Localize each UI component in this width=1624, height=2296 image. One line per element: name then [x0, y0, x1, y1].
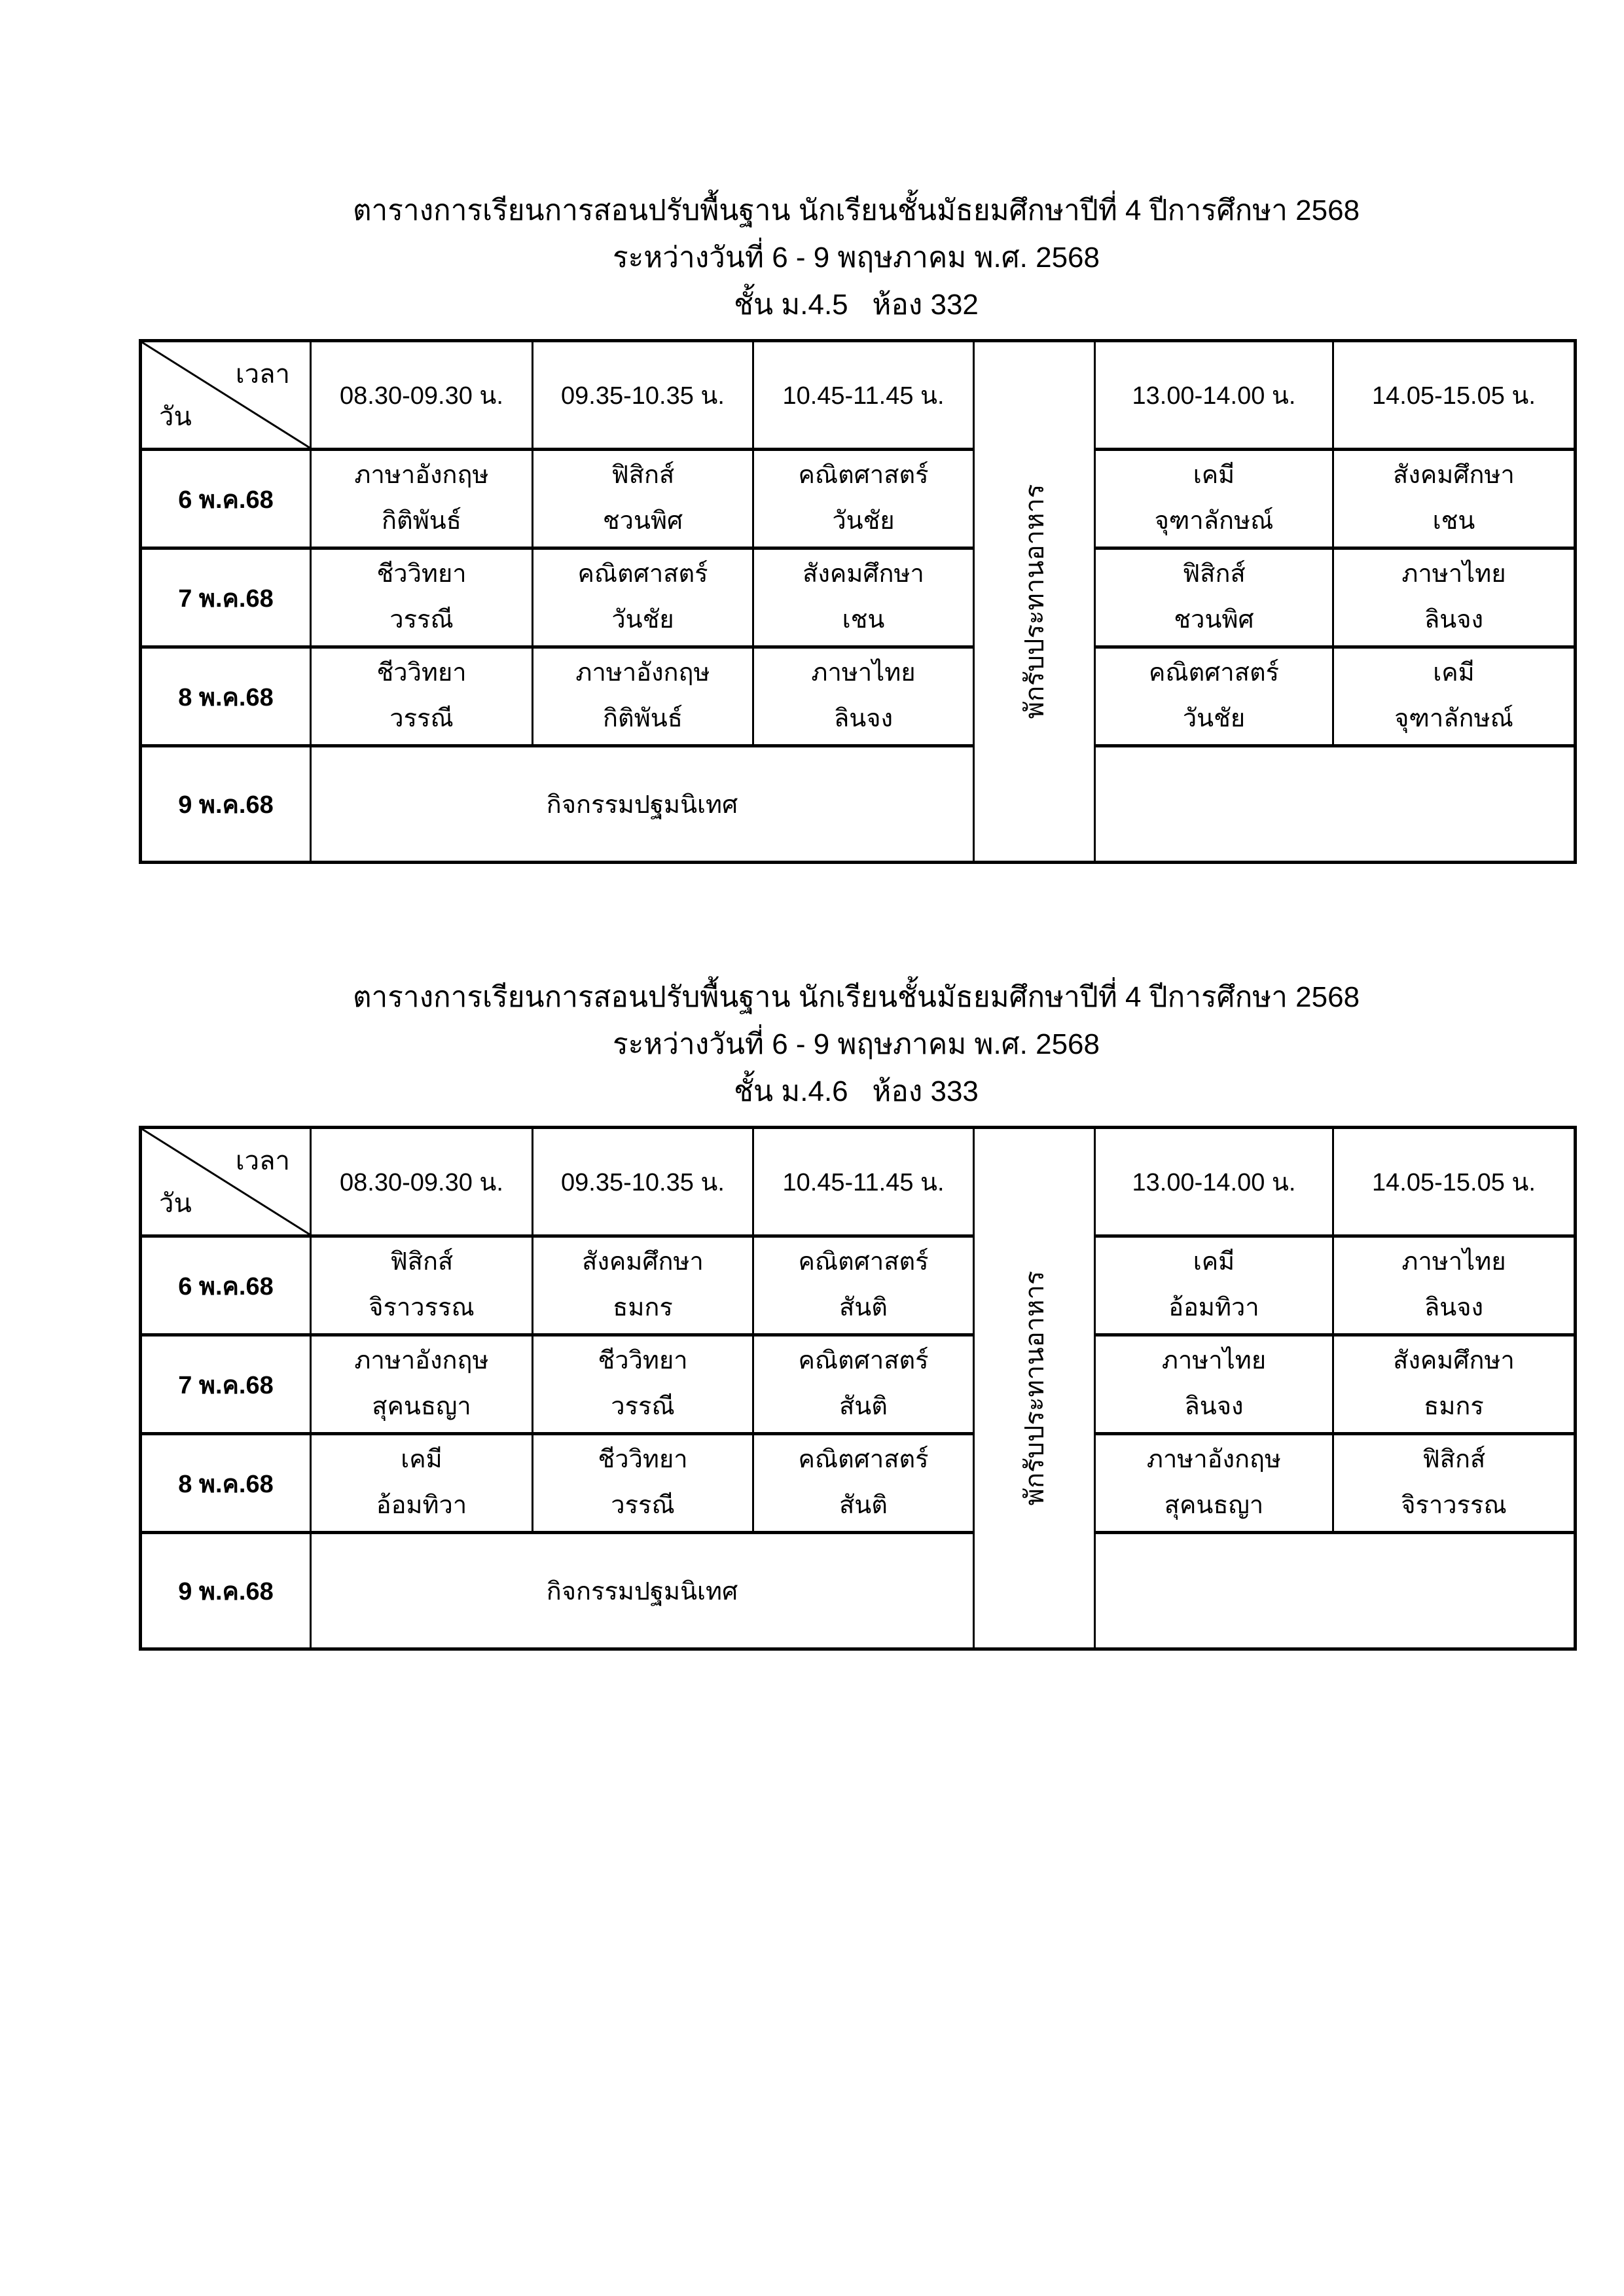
table-title-line2: ระหว่างวันที่ 6 - 9 พฤษภาคม พ.ศ. 2568 — [613, 242, 1100, 274]
day-cell: 9 พ.ค.68 — [141, 746, 311, 863]
subject-name: ภาษาไทย — [1161, 1347, 1267, 1375]
table-title-line3: ชั้น ม.4.5 ห้อง 332 — [734, 289, 979, 321]
teacher-name: สุคนธญา — [1164, 1492, 1264, 1519]
teacher-name: สันติ — [839, 1294, 888, 1321]
day-cell: 6 พ.ค.68 — [141, 450, 311, 548]
subject-name: คณิตศาสตร์ — [798, 1446, 929, 1474]
table-title-line2: ระหว่างวันที่ 6 - 9 พฤษภาคม พ.ศ. 2568 — [613, 1028, 1100, 1060]
subject-cell — [1333, 450, 1576, 548]
subject-cell — [1333, 647, 1576, 746]
teacher-name: ธมกร — [1424, 1393, 1484, 1420]
time-header: 14.05-15.05 น. — [1333, 1128, 1576, 1236]
day-cell: 6 พ.ค.68 — [141, 1236, 311, 1335]
subject-cell — [753, 1434, 974, 1533]
subject-name: ภาษาอังกฤษ — [354, 1347, 489, 1375]
timetable-m46 — [139, 1126, 1577, 1651]
subject-cell — [1095, 1434, 1333, 1533]
subject-cell — [1095, 1335, 1333, 1434]
teacher-name: วรรณี — [389, 705, 454, 732]
subject-cell — [1333, 1434, 1576, 1533]
subject-name: ชีววิทยา — [598, 1347, 688, 1375]
subject-cell — [311, 647, 533, 746]
subject-cell — [753, 647, 974, 746]
subject-name: เคมี — [1433, 659, 1475, 687]
subject-cell — [533, 647, 753, 746]
subject-cell — [533, 1434, 753, 1533]
table-row — [141, 746, 1576, 863]
teacher-name: อ้อมทิวา — [1168, 1294, 1259, 1321]
subject-name: ชีววิทยา — [598, 1446, 688, 1474]
subject-name: คณิตศาสตร์ — [1148, 659, 1280, 687]
corner-time-label: เวลา — [235, 1147, 290, 1175]
time-header: 13.00-14.00 น. — [1095, 1128, 1333, 1236]
subject-cell — [753, 1335, 974, 1434]
corner-day-label: วัน — [159, 1189, 192, 1218]
table-title-line3: ชั้น ม.4.6 ห้อง 333 — [734, 1075, 979, 1107]
subject-name: ภาษาอังกฤษ — [575, 659, 710, 687]
subject-cell — [311, 1236, 533, 1335]
teacher-name: ลินจง — [1424, 606, 1484, 634]
teacher-name: อ้อมทิวา — [376, 1492, 467, 1519]
day-cell: 7 พ.ค.68 — [141, 548, 311, 647]
subject-cell — [311, 1434, 533, 1533]
subject-name: ฟิสิกส์ — [389, 1248, 454, 1276]
subject-cell — [311, 1335, 533, 1434]
table-title-line1: ตารางการเรียนการสอนปรับพื้นฐาน นักเรียนชั้นมัธยมศึกษาปีที่ 4 ปีการศึกษา 2568 — [352, 194, 1360, 226]
subject-name: สังคมศึกษา — [1393, 461, 1515, 490]
table-row — [141, 450, 1576, 548]
subject-cell — [533, 1335, 753, 1434]
corner-cell — [141, 341, 311, 450]
table-row — [141, 1533, 1576, 1649]
teacher-name: สันติ — [839, 1393, 888, 1420]
teacher-name: วรรณี — [611, 1393, 675, 1420]
teacher-name: จิราวรรณ — [369, 1294, 475, 1321]
teacher-name: กิติพันธ์ — [382, 507, 461, 535]
table-row — [141, 1236, 1576, 1335]
timetable-m45 — [139, 339, 1577, 864]
teacher-name: ชวนพิศ — [602, 507, 683, 535]
time-header: 14.05-15.05 น. — [1333, 341, 1576, 450]
subject-name: สังคมศึกษา — [582, 1248, 704, 1276]
subject-cell — [533, 548, 753, 647]
teacher-name: วันชัย — [832, 507, 895, 535]
teacher-name: จิราวรรณ — [1401, 1492, 1507, 1519]
teacher-name: วันชัย — [611, 606, 674, 634]
day-cell: 8 พ.ค.68 — [141, 1434, 311, 1533]
subject-cell — [311, 450, 533, 548]
teacher-name: กิติพันธ์ — [603, 705, 683, 732]
subject-name: ฟิสิกส์ — [1182, 560, 1246, 588]
subject-cell — [1333, 548, 1576, 647]
subject-name: คณิตศาสตร์ — [577, 560, 708, 588]
lunch-break-cell — [974, 1128, 1095, 1649]
table-row — [141, 1434, 1576, 1533]
time-header: 09.35-10.35 น. — [533, 1128, 753, 1236]
table-row — [141, 548, 1576, 647]
lunch-break-cell — [974, 341, 1095, 863]
subject-name: ฟิสิกส์ — [1422, 1446, 1486, 1474]
subject-cell — [753, 1236, 974, 1335]
subject-name: สังคมศึกษา — [803, 560, 924, 588]
teacher-name: ลินจง — [1184, 1393, 1244, 1420]
time-header: 09.35-10.35 น. — [533, 341, 753, 450]
header-row — [141, 1128, 1576, 1236]
empty-afternoon-cell — [1095, 1533, 1576, 1649]
empty-afternoon-cell — [1095, 746, 1576, 863]
time-header: 08.30-09.30 น. — [311, 1128, 533, 1236]
subject-name: คณิตศาสตร์ — [798, 461, 929, 490]
teacher-name: สันติ — [839, 1492, 888, 1519]
day-cell: 9 พ.ค.68 — [141, 1533, 311, 1649]
day-cell: 7 พ.ค.68 — [141, 1335, 311, 1434]
time-header: 10.45-11.45 น. — [753, 1128, 974, 1236]
subject-name: เคมี — [401, 1446, 442, 1474]
subject-cell — [1095, 1236, 1333, 1335]
table-row — [141, 1335, 1576, 1434]
subject-name: ฟิสิกส์ — [611, 461, 675, 490]
subject-name: คณิตศาสตร์ — [798, 1347, 929, 1375]
activity-cell: กิจกรรมปฐมนิเทศ — [311, 746, 974, 863]
table-row — [141, 647, 1576, 746]
subject-cell — [533, 450, 753, 548]
subject-name: สังคมศึกษา — [1393, 1347, 1515, 1375]
corner-time-label: เวลา — [235, 360, 290, 389]
teacher-name: เชน — [1432, 507, 1475, 535]
teacher-name: วันชัย — [1182, 705, 1246, 732]
subject-name: เคมี — [1193, 1248, 1235, 1276]
teacher-name: สุคนธญา — [372, 1393, 471, 1420]
subject-cell — [1333, 1236, 1576, 1335]
subject-name: ชีววิทยา — [376, 560, 467, 588]
subject-cell — [1095, 450, 1333, 548]
activity-cell: กิจกรรมปฐมนิเทศ — [311, 1533, 974, 1649]
time-header: 13.00-14.00 น. — [1095, 341, 1333, 450]
teacher-name: จุฑาลักษณ์ — [1394, 705, 1513, 732]
subject-name: ภาษาอังกฤษ — [1146, 1446, 1282, 1474]
teacher-name: ชวนพิศ — [1174, 606, 1254, 634]
subject-name: ชีววิทยา — [376, 659, 467, 687]
teacher-name: วรรณี — [611, 1492, 675, 1519]
time-header: 08.30-09.30 น. — [311, 341, 533, 450]
subject-cell — [1333, 1335, 1576, 1434]
subject-cell — [753, 548, 974, 647]
time-header: 10.45-11.45 น. — [753, 341, 974, 450]
subject-name: ภาษาไทย — [1401, 1248, 1506, 1276]
lunch-break-label: พักรับประทานอาหาร — [1020, 1270, 1049, 1506]
corner-cell — [141, 1128, 311, 1236]
teacher-name: เชน — [842, 606, 885, 634]
timetable-section-m45 — [139, 0, 1574, 864]
table-title-line1: ตารางการเรียนการสอนปรับพื้นฐาน นักเรียนชั้นมัธยมศึกษาปีที่ 4 ปีการศึกษา 2568 — [352, 981, 1360, 1013]
subject-cell — [753, 450, 974, 548]
teacher-name: ลินจง — [833, 705, 893, 732]
subject-name: ภาษาอังกฤษ — [354, 461, 489, 490]
subject-name: เคมี — [1193, 461, 1235, 490]
teacher-name: วรรณี — [389, 606, 454, 634]
header-row — [141, 341, 1576, 450]
corner-day-label: วัน — [159, 403, 192, 431]
timetable-section-m46 — [139, 864, 1574, 1651]
subject-cell — [1095, 548, 1333, 647]
day-cell: 8 พ.ค.68 — [141, 647, 311, 746]
subject-cell — [533, 1236, 753, 1335]
teacher-name: ธมกร — [613, 1294, 673, 1321]
subject-name: ภาษาไทย — [1401, 560, 1506, 588]
teacher-name: ลินจง — [1424, 1294, 1484, 1321]
subject-cell — [1095, 647, 1333, 746]
lunch-break-label: พักรับประทานอาหาร — [1020, 484, 1049, 719]
subject-cell — [311, 548, 533, 647]
subject-name: ภาษาไทย — [811, 659, 916, 687]
subject-name: คณิตศาสตร์ — [798, 1248, 929, 1276]
teacher-name: จุฑาลักษณ์ — [1154, 507, 1274, 535]
